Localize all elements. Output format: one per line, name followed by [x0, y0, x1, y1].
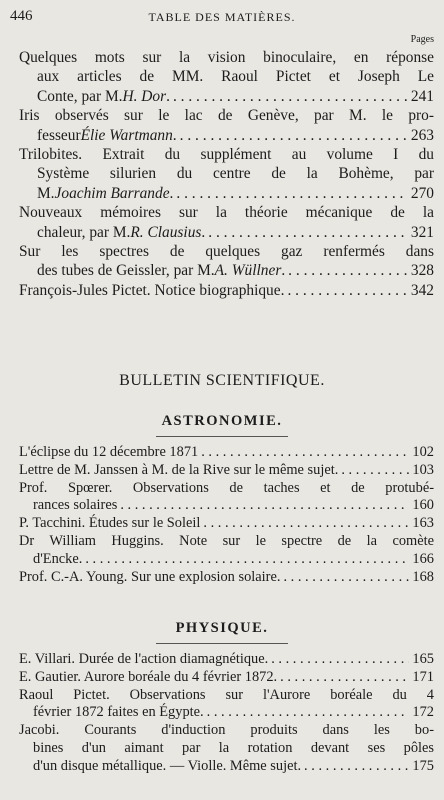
page-number: 446: [10, 8, 33, 24]
entry-punct: .: [169, 184, 174, 202]
contents-entry: [19, 203, 434, 242]
entry-punct: .: [172, 126, 177, 144]
contents-entry: [19, 533, 434, 569]
dot-leader: [208, 223, 408, 242]
pages-column-label: Pages: [410, 34, 434, 45]
entry-text: d'un disque métallique. — Violle. Même sujet.: [33, 757, 302, 774]
entry-author: R. Clausius: [130, 223, 202, 241]
contents-entry: [19, 722, 434, 775]
entry-last-line: [19, 261, 434, 280]
dot-leader: [203, 515, 409, 533]
entry-line: Prof. Spœrer. Observations de taches et de protubé-: [19, 479, 434, 496]
entry-author: A. Wüllner: [214, 262, 282, 280]
entry-last-line: [19, 462, 434, 480]
entry-line: Dr William Huggins. Note sur le spectre de la comète: [19, 532, 434, 549]
entry-text: fesseur: [37, 126, 81, 144]
entry-last-line: [19, 551, 434, 569]
dot-leader: [85, 551, 409, 569]
entry-punct: .: [281, 262, 286, 280]
dot-leader: [288, 261, 408, 280]
dot-leader: [180, 126, 408, 145]
entry-page: 241: [410, 87, 434, 105]
entry-punct: .: [201, 223, 206, 241]
entry-page: 165: [412, 651, 434, 667]
entry-punct: .: [166, 87, 170, 105]
entry-page: 160: [412, 497, 434, 514]
running-title: TABLE DES MATIÈRES.: [148, 10, 296, 24]
entry-text: M.: [37, 184, 55, 202]
section-rule: [156, 643, 288, 644]
bulletin-heading: BULLETIN SCIENTIFIQUE.: [119, 372, 325, 389]
dot-leader: [120, 497, 409, 515]
entry-page: 342: [410, 281, 434, 299]
entry-text: chaleur, par M.: [37, 223, 131, 241]
contents-entry: [19, 480, 434, 516]
entry-text: Lettre de M. Janssen à M. de la Rive sur le même sujet.: [19, 461, 339, 478]
entry-last-line: [19, 184, 434, 203]
dot-leader: [173, 87, 408, 106]
entry-page: 270: [410, 184, 434, 202]
entry-page: 168: [412, 568, 434, 585]
entry-last-line: [19, 497, 434, 515]
dot-leader: [207, 704, 410, 722]
entry-text: février 1872 faites en Égypte.: [33, 704, 204, 721]
dot-leader: [280, 669, 409, 687]
astronomie-list: [19, 444, 434, 586]
entry-last-line: [19, 669, 434, 687]
dot-leader: [304, 758, 409, 776]
entry-line: aux articles de MM. Raoul Pictet et Joseph Le: [37, 68, 434, 86]
physique-list: [19, 651, 434, 776]
entry-text: François-Jules Pictet. Notice biographique.: [19, 281, 285, 299]
entry-last-line: [19, 651, 434, 669]
contents-entry: [19, 444, 434, 462]
entry-author: Élie Wartmann: [80, 126, 173, 144]
contents-entry: [19, 515, 434, 533]
entry-page: 321: [410, 223, 434, 241]
entry-text: d'Encke.: [33, 550, 83, 567]
entry-last-line: [19, 569, 434, 587]
contents-entry: [19, 242, 434, 281]
entry-line: Jacobi. Courants d'induction produits dans les bo-: [19, 722, 434, 739]
dot-leader: [271, 651, 409, 669]
entry-line: Système silurien du centre de la Bohème, par: [37, 165, 434, 183]
entry-text: des tubes de Geissler, par M.: [37, 262, 215, 280]
entry-page: 171: [412, 668, 434, 685]
entry-line: Raoul Pictet. Observations sur l'Aurore boréale du 4: [19, 686, 434, 703]
entry-text: E. Gautier. Aurore boréale du 4 février 1872.: [19, 668, 278, 685]
contents-entry: [19, 462, 434, 480]
contents-entry: [19, 669, 434, 687]
dot-leader: [287, 281, 407, 300]
entry-last-line: [19, 281, 434, 300]
entry-page: 166: [412, 550, 434, 567]
entry-last-line: [19, 87, 434, 106]
entry-line: bines d'un aimant par la rotation devant ses pôles: [33, 739, 434, 756]
entry-page: 175: [412, 757, 434, 774]
entry-page: 103: [412, 461, 434, 478]
entry-page: 172: [412, 704, 434, 721]
entry-author: H. Dor: [122, 87, 167, 105]
contents-entry: [19, 281, 434, 300]
entry-author: Joachim Barrande: [54, 184, 170, 202]
entry-last-line: [19, 223, 434, 242]
entry-line: Sur les spectres de quelques gaz renfermés dans: [19, 243, 434, 261]
section-heading-physique: PHYSIQUE.: [175, 620, 269, 636]
dot-leader: [283, 569, 409, 587]
section-heading-astronomie: ASTRONOMIE.: [161, 413, 283, 429]
contents-entry: [19, 145, 434, 203]
dot-leader: [176, 184, 408, 203]
entry-text: Prof. C.-A. Young. Sur une explosion solaire.: [19, 568, 281, 585]
contents-entry: [19, 106, 434, 145]
entry-line: Iris observés sur le lac de Genève, par M. le pro-: [19, 107, 434, 125]
entry-text: Conte, par M.: [37, 87, 123, 105]
entry-page: 102: [412, 444, 434, 460]
entry-last-line: [19, 758, 434, 776]
contents-entry: [19, 687, 434, 723]
entry-last-line: [19, 515, 434, 533]
entry-last-line: [19, 444, 434, 462]
entry-page: 163: [412, 515, 434, 532]
contents-list: [19, 48, 434, 300]
contents-entry: [19, 651, 434, 669]
dot-leader: [341, 462, 409, 480]
entry-page: 328: [410, 262, 434, 280]
entry-text: P. Tacchini. Études sur le Soleil: [19, 515, 201, 532]
dot-leader: [201, 444, 409, 462]
entry-line: Nouveaux mémoires sur la théorie mécanique de la: [19, 204, 434, 222]
contents-entry: [19, 48, 434, 106]
section-rule: [156, 436, 288, 437]
entry-line: Trilobites. Extrait du supplément au volume I du: [19, 146, 434, 164]
entry-last-line: [19, 126, 434, 145]
entry-text: L'éclipse du 12 décembre 1871: [19, 444, 199, 460]
entry-text: E. Villari. Durée de l'action diamagnétique.: [19, 651, 269, 667]
entry-text: rances solaires: [33, 497, 118, 514]
entry-line: Quelques mots sur la vision binoculaire, en réponse: [19, 49, 434, 66]
running-header: [10, 8, 434, 28]
contents-entry: [19, 569, 434, 587]
entry-page: 263: [410, 126, 434, 144]
entry-last-line: [19, 704, 434, 722]
